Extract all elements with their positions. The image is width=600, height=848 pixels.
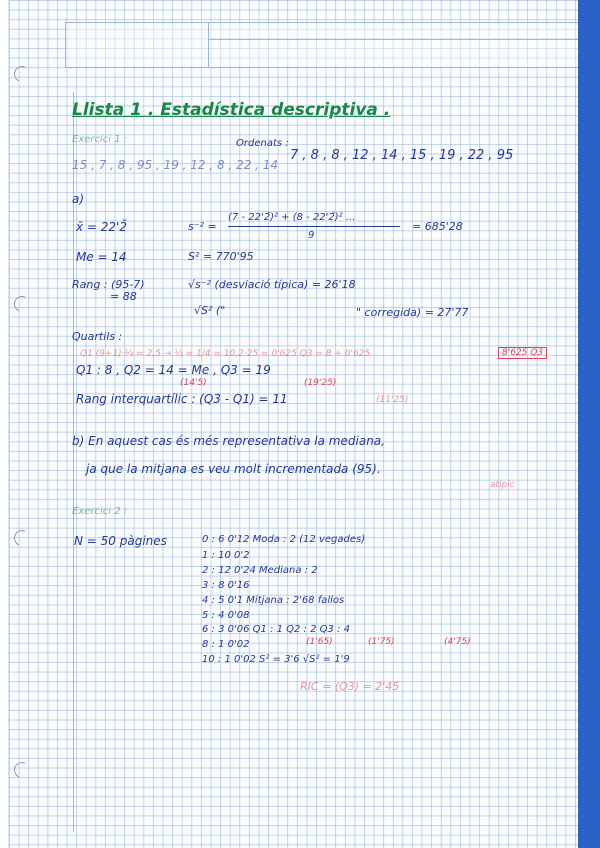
frequency-row: 0 : 6 0'12 Moda : 2 (12 vegades) xyxy=(202,534,366,545)
sd-corrected-left: √S² (" xyxy=(194,304,226,317)
notebook-page xyxy=(8,0,579,848)
page-edge-stripe xyxy=(578,0,600,848)
q2-note-ex2: (1'75) xyxy=(368,637,395,647)
raw-values: 15 , 7 , 8 , 95 , 19 , 12 , 8 , 22 , 14 xyxy=(72,158,279,172)
standard-deviation: √s⁻² (desviació típica) = 26'18 xyxy=(188,278,356,291)
frequency-row: 4 : 5 0'1 Mitjana : 2'68 fallos xyxy=(202,595,345,606)
part-b-line1: b) En aquest cas és més representativa la mediana, xyxy=(72,434,385,448)
page-title: Llista 1 . Estadística descriptiva . xyxy=(72,100,391,120)
ordered-values: 7 , 8 , 8 , 12 , 14 , 15 , 19 , 22 , 95 xyxy=(290,148,514,163)
q3-note: (19'25) xyxy=(304,378,337,388)
median: Me = 14 xyxy=(76,250,127,264)
frequency-row: 1 : 10 0'2 xyxy=(202,550,250,561)
part-b-line2: ja que la mitjana es veu molt incrementada (95). xyxy=(86,462,381,476)
q2-note: (14'5) xyxy=(180,378,207,388)
sd-corrected-right: " corregida) = 27'77 xyxy=(356,306,469,319)
part-a-label: a) xyxy=(72,192,85,206)
exercise2-heading: Exercici 2 : xyxy=(72,506,128,517)
quartiles-label: Quartils : xyxy=(72,330,123,343)
exercise1-heading: Exercici 1 : xyxy=(72,134,128,145)
range-value: = 88 xyxy=(110,290,137,303)
frequency-row: 10 : 1 0'02 S² = 3'6 √S² = 1'9 xyxy=(202,654,350,665)
header-box xyxy=(65,22,585,68)
interquartile-range: Rang interquartílic : (Q3 - Q1) = 11 xyxy=(76,392,288,406)
quartile-calculation: Q1 (9+1)·¼ = 2,5 → ½ = 1/4 = 10,2·25 = 0'625 Q3 = 8 + 0'625 xyxy=(80,349,371,359)
s2-formula-numerator: (7 - 22'2̄)² + (8 - 22'2̄)² ... xyxy=(228,212,356,223)
frequency-row: 8 : 1 0'02 xyxy=(202,639,250,650)
iqr-note: (11'25) xyxy=(376,395,409,405)
mean: x̄ = 22'2̄ xyxy=(76,220,127,234)
part-b-note: atípic xyxy=(490,480,515,490)
q1-note: (1'65) xyxy=(306,637,333,647)
quartile-boxed-result: 8'625 Q3 xyxy=(498,347,547,359)
range: Rang : (95-7) xyxy=(72,278,145,291)
frequency-row: 6 : 3 0'06 Q1 : 1 Q2 : 2 Q3 : 4 xyxy=(202,624,350,635)
frequency-row: 5 : 4 0'08 xyxy=(202,610,250,621)
sample-size: N = 50 pàgines xyxy=(74,534,167,548)
frequency-row: 3 : 8 0'16 xyxy=(202,580,250,591)
ordenats-label: Ordenats : xyxy=(236,138,289,149)
S2-value: S² = 770'95 xyxy=(188,250,254,263)
s2-label: s⁻² = xyxy=(188,220,217,233)
frequency-row: 2 : 12 0'24 Mediana : 2 xyxy=(202,565,318,576)
q3-note-ex2: (4'75) xyxy=(444,637,471,647)
s2-value: = 685'28 xyxy=(412,220,463,233)
ric-value: RIC = (Q3) = 2'45 xyxy=(300,680,400,693)
quartile-values: Q1 : 8 , Q2 = 14 = Me , Q3 = 19 xyxy=(76,363,271,377)
s2-formula-denominator: 9 xyxy=(308,230,315,241)
